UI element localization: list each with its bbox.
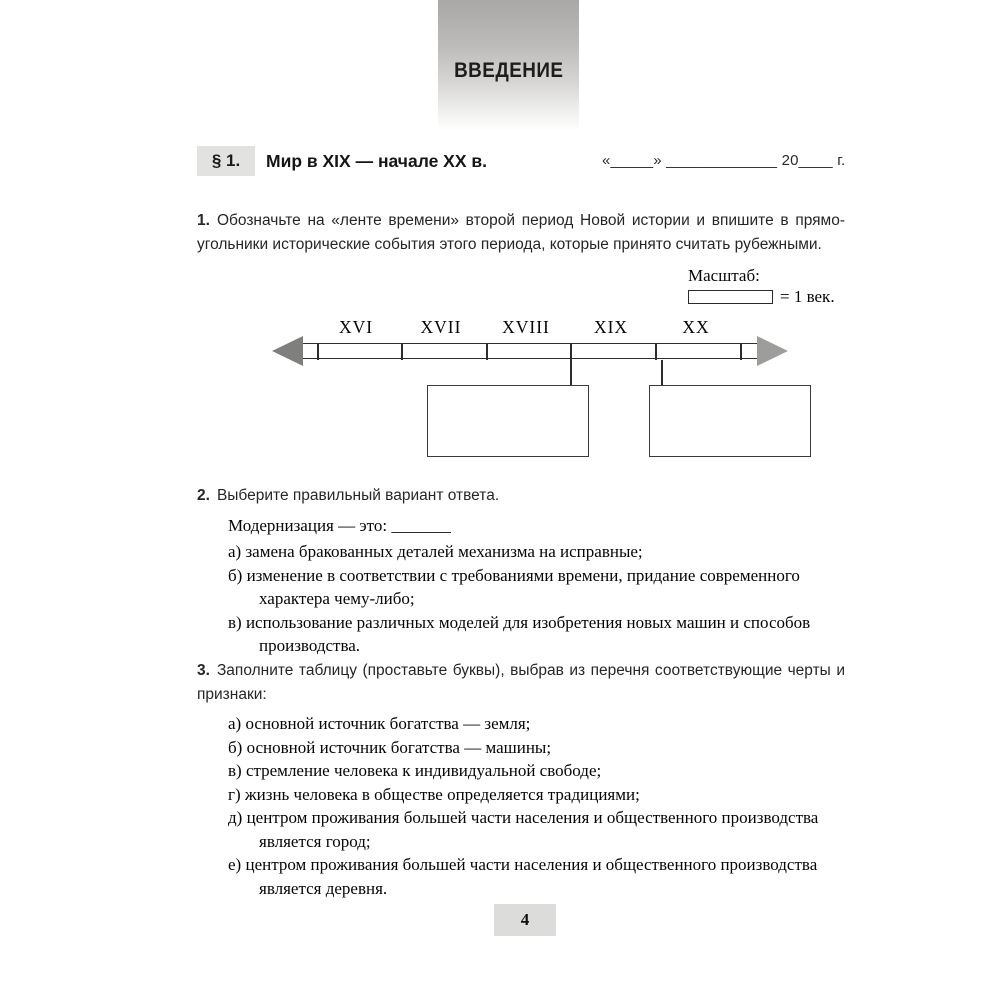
section-title: Мир в XIX — начале XX в. — [266, 151, 488, 171]
option-text: центром проживания большей части населения и общественного производства является деревня. — [245, 855, 818, 898]
timeline-divider — [655, 343, 657, 360]
option-marker: е) — [228, 855, 242, 874]
option-text: замена бракованных деталей механизма на исправные; — [245, 542, 643, 561]
option-marker: б) — [228, 565, 243, 585]
answer-option — [228, 611, 842, 658]
option-text: центром проживания большей части населения и общественного производства является город; — [246, 808, 819, 851]
task-2-options — [228, 540, 842, 658]
answer-option — [228, 564, 842, 611]
list-item — [228, 806, 844, 853]
option-marker: в) — [228, 761, 242, 780]
task-3-number: 3. — [197, 662, 210, 679]
task-3-options — [228, 712, 844, 900]
option-text: жизнь человека в обществе определяется традициями; — [244, 784, 640, 804]
timeline-divider — [317, 343, 319, 360]
option-text: основной источник богатства — машины; — [246, 737, 552, 757]
chapter-banner — [438, 0, 579, 131]
task-2-number: 2. — [197, 487, 210, 504]
list-item — [228, 712, 844, 736]
timeline-divider — [401, 343, 403, 360]
century-label-xvii: XVII — [420, 317, 462, 337]
list-item — [228, 783, 844, 807]
option-text: стремление человека к индивидуальной свободе; — [245, 761, 602, 780]
list-item — [228, 736, 844, 760]
task-3-paragraph — [197, 659, 845, 706]
left-arrow-icon — [272, 336, 303, 366]
task-2-text: Выберите правильный вариант ответа. — [216, 487, 500, 504]
timeline-divider — [740, 343, 742, 360]
chapter-title: ВВЕДЕНИЕ — [453, 59, 564, 82]
option-marker: д) — [228, 808, 243, 827]
century-label-xviii: XVIII — [502, 317, 550, 337]
century-label-xx: XX — [682, 317, 710, 337]
option-text: основной источник богатства — земля; — [245, 714, 531, 733]
task-2-paragraph — [197, 484, 845, 508]
list-item — [228, 853, 844, 900]
date-fill-line: «_____» _____________ 20____ г. — [602, 152, 846, 169]
timeline-divider — [486, 343, 488, 360]
option-text: использование различных моделей для изобретения новых машин и способов производства. — [245, 612, 811, 655]
option-marker: а) — [228, 542, 242, 561]
option-marker: г) — [228, 784, 241, 804]
task-2-prompt: Модернизация — это: _______ — [228, 516, 451, 535]
century-label-xvi: XVI — [338, 317, 374, 337]
page-number: 4 — [520, 910, 530, 929]
page-number-box — [494, 904, 556, 936]
option-text: изменение в соответствии с требованиями времени, придание современного характера чему-либо; — [246, 565, 800, 608]
task-3-text: Заполните таблицу (проставьте буквы), выбрав из перечня соответствующие черты и признаки: — [197, 662, 845, 703]
connector-line-1 — [570, 360, 572, 385]
option-marker: в) — [228, 612, 242, 632]
event-box-2 — [649, 385, 811, 457]
paragraph-number: § 1. — [211, 151, 241, 170]
option-marker: а) — [228, 714, 242, 733]
scale-unit-box — [688, 290, 773, 304]
event-box-1 — [427, 385, 589, 457]
right-arrow-icon — [757, 336, 788, 366]
task-1-number: 1. — [197, 212, 210, 229]
answer-option — [228, 540, 842, 564]
option-marker: б) — [228, 737, 243, 757]
connector-line-2 — [661, 360, 663, 385]
task-1-text: Обозначьте на «ленте времени» второй период Новой истории и впишите в прямоугольники исторические события этого периода, которые принято считать рубежными. — [197, 212, 845, 253]
list-item — [228, 759, 844, 783]
century-label-xix: XIX — [593, 317, 629, 337]
scale-label: Масштаб: — [688, 266, 760, 285]
paragraph-badge — [197, 146, 255, 176]
timeline-band — [303, 343, 757, 359]
timeline-divider — [570, 343, 572, 360]
scale-caption: = 1 век. — [780, 287, 835, 306]
task-1-paragraph — [197, 209, 845, 256]
